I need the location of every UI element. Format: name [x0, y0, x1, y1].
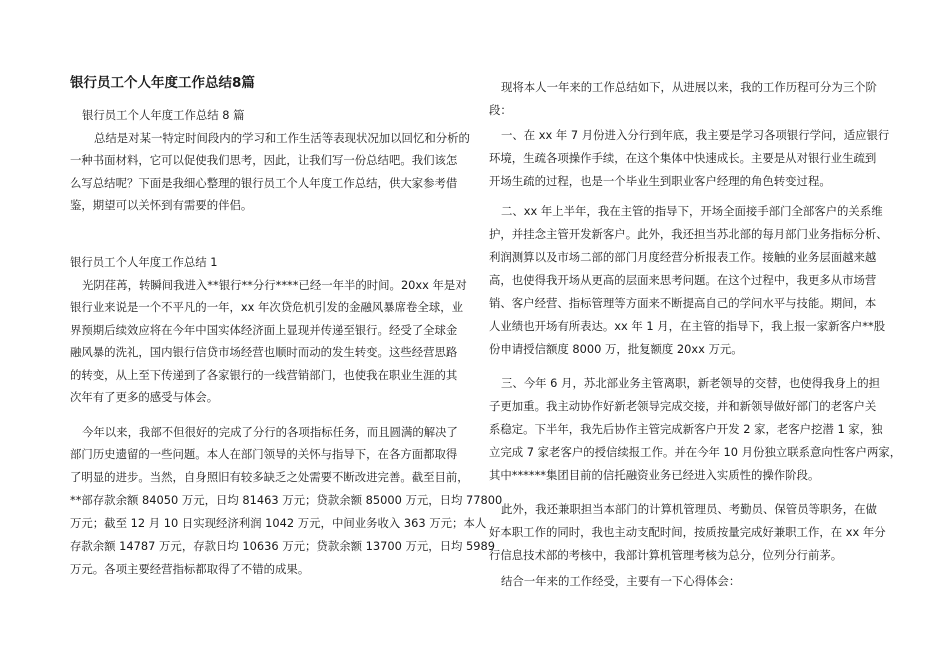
paragraph-line: 环境，生疏各项操作手续，在这个集体中快速成长。主要是从对银行业生疏到	[489, 151, 877, 165]
paragraph-line: 部门历史遗留的一些问题。本人在部门领导的关怀与指导下，在各方面都取得	[70, 447, 458, 461]
paragraph-line: 今年以来，我部不但很好的完成了分行的各项指标任务，而且圆满的解决了	[82, 425, 458, 439]
paragraph-line: 三、今年 6 月，苏北部业务主管离职，新老领导的交替，也使得我身上的担	[501, 376, 880, 390]
paragraph-line: 段：	[489, 103, 512, 117]
paragraph-line: 子更加重。我主动协作好新老领导完成交接，并和新领导做好部门的老客户关	[489, 399, 877, 413]
paragraph-line: 现将本人一年来的工作总结如下，从进展以来，我的工作历程可分为三个阶	[501, 80, 877, 94]
paragraph-line: 存款余额 14787 万元，存款日均 10636 万元；贷款余额 13700 万元，日均 5989	[70, 539, 496, 553]
document-title: 银行员工个人年度工作总结8篇	[70, 75, 255, 91]
paragraph-line: 了明显的进步。当然，自身照旧有较多缺乏之处需要不断改进完善。截至目前，	[70, 470, 469, 484]
paragraph-line: 银行业来说是一个不平凡的一年，xx 年次贷危机引发的金融风暴席卷全球，业	[70, 300, 463, 314]
paragraph-line: 护，并挂念主管开发新客户。此外，我还担当苏北部的每月部门业务指标分析、	[489, 227, 888, 241]
paragraph-line: 界预期后续效应将在今年中国实体经济面上显现并传递至银行。经受了全球金	[70, 323, 458, 337]
paragraph-line: 份申请授信额度 8000 万，批复额度 20xx 万元。	[489, 342, 743, 356]
paragraph-line: 一、在 xx 年 7 月份进入分行到年底，我主要是学习各项银行学问，适应银行	[501, 128, 890, 142]
intro-line-4: 鉴，期望可以关怀到有需要的伴侣。	[70, 198, 253, 212]
paragraph-line: 光阴荏苒，转瞬间我进入**银行**分行****已经一年半的时间。20xx 年是对	[82, 278, 467, 292]
paragraph-line: 结合一年来的工作经受，主要有一下心得体会：	[501, 574, 741, 588]
paragraph-line: 其中******集团目前的信托融资业务已经进入实质性的操作阶段。	[489, 468, 820, 482]
intro-line-1: 总结是对某一特定时间段内的学习和工作生活等表现状况加以回忆和分析的	[94, 131, 470, 145]
paragraph-line: 好本职工作的同时，我也主动支配时间，按质按量完成好兼职工作，在 xx 年分	[489, 525, 886, 539]
paragraph-line: 立完成 7 家老客户的授信续报工作。并在今年 10 月份独立联系意向性客户两家，	[489, 445, 902, 459]
paragraph-line: 次年有了更多的感受与体会。	[70, 390, 219, 404]
paragraph-line: 万元；截至 12 月 10 日实现经济利润 1042 万元，中间业务收入 363 万元；本人	[70, 516, 487, 530]
paragraph-line: 行信息技术部的考核中，我部计算机管理考核为总分，位列分行前茅。	[489, 548, 843, 562]
section-heading: 银行员工个人年度工作总结 1	[70, 255, 218, 269]
intro-line-2: 一种书面材料，它可以促使我们思考，因此，让我们写一份总结吧。我们该怎	[70, 153, 458, 167]
paragraph-line: 利润测算以及市场二部的部门月度经营分析报表工作。接触的业务层面越来越	[489, 250, 877, 264]
paragraph-line: 高，也使得我开场从更高的层面来思考问题。在这个过程中，我更多从市场营	[489, 273, 877, 287]
paragraph-line: **部存款余额 84050 万元，日均 81463 万元；贷款余额 85000 万元，日均 77800	[70, 493, 503, 507]
paragraph-line: 系稳定。下半年，我先后协作主管完成新客户开发 2 家，老客户挖潜 1 家，独	[489, 422, 883, 436]
paragraph-line: 万元。各项主要经营指标都取得了不错的成果。	[70, 562, 310, 576]
subtitle-line: 银行员工个人年度工作总结 8 篇	[82, 108, 245, 122]
paragraph-line: 二、xx 年上半年，我在主管的指导下，开场全面接手部门全部客户的关系维	[501, 204, 883, 218]
intro-line-3: 么写总结呢？下面是我细心整理的银行员工个人年度工作总结，供大家参考借	[70, 176, 458, 190]
paragraph-line: 销、客户经营、指标管理等方面来不断提高自己的学问水平与技能。期间，本	[489, 296, 877, 310]
paragraph-line: 此外，我还兼职担当本部门的计算机管理员、考勤员、保管员等职务，在做	[501, 502, 877, 516]
paragraph-line: 融风暴的洗礼，国内银行信贷市场经营也顺时而动的发生转变。这些经营思路	[70, 345, 458, 359]
paragraph-line: 开场生疏的过程，也是一个毕业生到职业客户经理的角色转变过程。	[489, 174, 831, 188]
paragraph-line: 人业绩也开场有所表达。xx 年 1 月，在主管的指导下，我上报一家新客户**股	[489, 319, 886, 333]
paragraph-line: 的转变，从上至下传递到了各家银行的一线营销部门，也使我在职业生涯的其	[70, 368, 458, 382]
